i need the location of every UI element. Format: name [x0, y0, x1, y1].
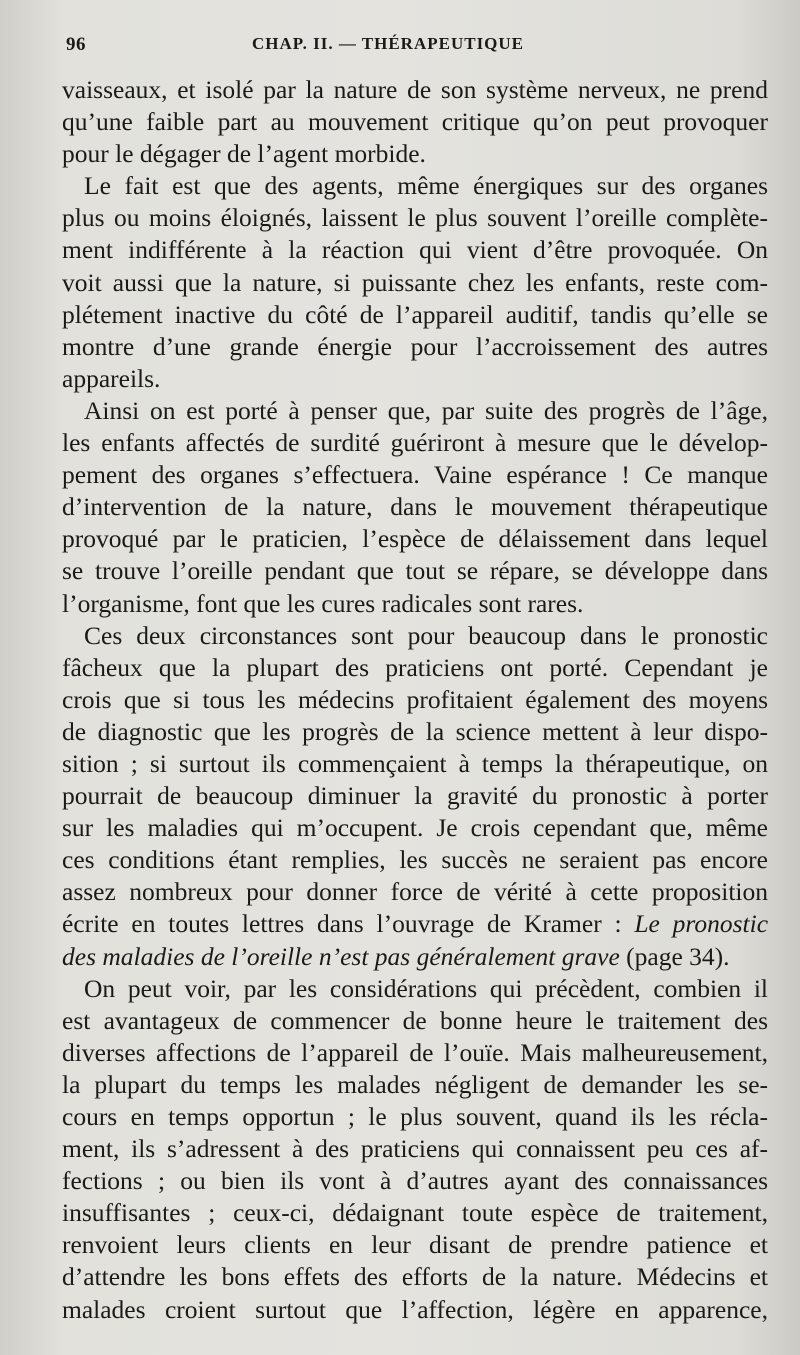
text-line: ment, ils s’adressent à des praticiens qui connaissent peu ces af- [62, 1134, 768, 1164]
text-line: renvoient leurs clients en leur disant de prendre patience et [62, 1230, 768, 1260]
text-line: montre d’une grande énergie pour l’accroissement des autres [62, 331, 768, 361]
text-line: de diagnostic que les progrès de la science mettent à leur dispo- [62, 716, 768, 746]
text-line: pement des organes s’effectuera. Vaine espérance ! Ce manque [62, 460, 768, 490]
text-line: fâcheux que la plupart des praticiens ont porté. Cependant je [62, 652, 768, 682]
line-text: écrite en toutes lettres dans l’ouvrage de Kramer : [62, 909, 622, 939]
text-line: plétement inactive du côté de l’appareil auditif, tandis qu’elle se [62, 299, 768, 329]
text-line: plus ou moins éloignés, laissent le plus souvent l’oreille complète- [62, 203, 768, 233]
text-line: diverses affections de l’appareil de l’ouïe. Mais malheureusement, [62, 1037, 768, 1067]
text-line: pourrait de beaucoup diminuer la gravité du pronostic à porter [62, 781, 768, 811]
text-line: cours en temps opportun ; le plus souvent, quand ils les récla- [62, 1102, 768, 1131]
running-head [64, 32, 770, 62]
text-line: fections ; ou bien ils vont à d’autres ayant des connaissances [62, 1166, 768, 1196]
text-line: sition ; si surtout ils commençaient à temps la thérapeutique, on [62, 748, 768, 778]
page-number: 96 [66, 34, 86, 55]
text-line: ces conditions étant remplies, les succès ne seraient pas encore [62, 845, 768, 875]
text-line: l’organisme, font que les cures radicales sont rares. [62, 588, 584, 618]
text-line: d’intervention de la nature, dans le mouvement thérapeutique [62, 492, 768, 522]
text-line [62, 908, 768, 940]
text-line: appareils. [62, 363, 161, 393]
text-line: est avantageux de commencer de bonne heure le traitement des [62, 1005, 768, 1035]
text-line: On peut voir, par les considérations qui précèdent, combien il [84, 973, 768, 1003]
text-line: insuffisantes ; ceux-ci, dédaignant toute espèce de traitement, [62, 1198, 768, 1228]
text-line [62, 941, 768, 973]
text-line: pour le dégager de l’agent morbide. [62, 139, 426, 169]
italic-text: Le pronostic [634, 909, 769, 939]
text-line: se trouve l’oreille pendant que tout se répare, se développe dans [62, 556, 768, 586]
text-line: la plupart du temps les malades négligent de demander les se- [62, 1069, 768, 1099]
text-line: assez nombreux pour donner force de vérité à cette proposition [62, 877, 768, 907]
text-line: sur les maladies qui m’occupent. Je crois cependant que, même [62, 813, 768, 843]
body-text [62, 74, 768, 1326]
text-line: provoqué par le praticien, l’espèce de délaissement dans lequel [62, 524, 768, 554]
text-line: les enfants affectés de surdité guériront à mesure que le dévelop- [62, 428, 768, 458]
text-line: Ces deux circonstances sont pour beaucoup dans le pronostic [84, 620, 768, 650]
text-line: vaisseaux, et isolé par la nature de son système nerveux, ne prend [62, 75, 768, 104]
running-title: CHAP. II. — THÉRAPEUTIQUE [252, 34, 525, 53]
text-line: Le fait est que des agents, même énergiques sur des organes [84, 171, 768, 201]
text-line: ment indifférente à la réaction qui vient d’être provoquée. On [62, 235, 768, 265]
page-reference: (page 34). [626, 941, 730, 971]
text-line: Ainsi on est porté à penser que, par suite des progrès de l’âge, [84, 395, 768, 425]
text-line: voit aussi que la nature, si puissante chez les enfants, reste com- [62, 267, 768, 297]
text-line: malades croient surtout que l’affection, légère en apparence, [62, 1294, 768, 1324]
text-line: crois que si tous les médecins profitaient également des moyens [62, 684, 768, 714]
text-line: qu’une faible part au mouvement critique qu’on peut provoquer [62, 107, 768, 137]
italic-text: des maladies de l’oreille n’est pas généralement grave [62, 941, 620, 971]
text-line: d’attendre les bons effets des efforts de la nature. Médecins et [62, 1262, 768, 1292]
